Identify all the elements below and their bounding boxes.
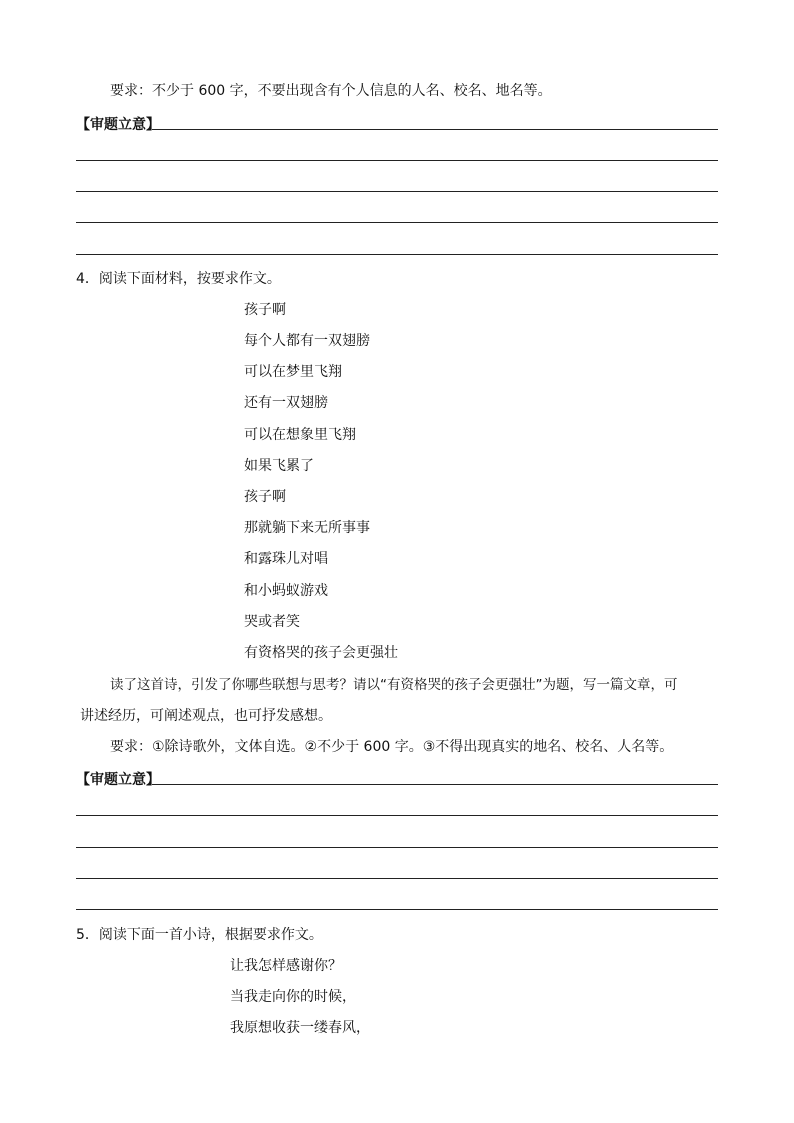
section3-answer-line-2[interactable] xyxy=(76,160,718,161)
section4-analysis-label: 【审题立意】 xyxy=(76,772,160,788)
question-5-heading: 5．阅读下面一首小诗，根据要求作文。 xyxy=(76,927,323,943)
section3-answer-line-1[interactable] xyxy=(152,129,718,130)
section4-answer-line-3[interactable] xyxy=(76,847,718,848)
poem-line: 孩子啊 xyxy=(244,489,286,505)
poem-line: 我原想收获一缕春风， xyxy=(230,1020,370,1036)
section4-answer-line-4[interactable] xyxy=(76,878,718,879)
poem-line: 那就躺下来无所事事 xyxy=(244,520,370,536)
poem-line: 孩子啊 xyxy=(244,302,286,318)
section4-prompt-line-2: 讲述经历，可阐述观点，也可抒发感想。 xyxy=(80,708,332,724)
question-4-heading: 4．阅读下面材料，按要求作文。 xyxy=(76,271,281,287)
section3-requirement: 要求：不少于 600 字，不要出现含有个人信息的人名、校名、地名等。 xyxy=(110,83,552,99)
poem-line: 每个人都有一双翅膀 xyxy=(244,333,370,349)
section4-answer-line-5[interactable] xyxy=(76,909,718,910)
poem-line: 可以在想象里飞翔 xyxy=(244,427,356,443)
poem-line: 有资格哭的孩子会更强壮 xyxy=(244,645,398,661)
section3-answer-line-4[interactable] xyxy=(76,222,718,223)
section3-analysis-label: 【审题立意】 xyxy=(76,117,160,133)
section4-answer-line-2[interactable] xyxy=(76,815,718,816)
poem-line: 当我走向你的时候， xyxy=(230,989,356,1005)
section4-requirement: 要求：①除诗歌外，文体自选。②不少于 600 字。③不得出现真实的地名、校名、人名等。 xyxy=(110,739,674,755)
poem-line: 和小蚂蚁游戏 xyxy=(244,583,328,599)
section3-answer-line-3[interactable] xyxy=(76,191,718,192)
section3-answer-line-5[interactable] xyxy=(76,254,718,255)
poem-line: 可以在梦里飞翔 xyxy=(244,364,342,380)
section4-answer-line-1[interactable] xyxy=(152,784,718,785)
poem-line: 哭或者笑 xyxy=(244,614,300,630)
section4-prompt-line-1: 读了这首诗，引发了你哪些联想与思考？请以“有资格哭的孩子会更强壮”为题，写一篇文章，可 xyxy=(110,677,678,693)
poem-line: 还有一双翅膀 xyxy=(244,395,328,411)
poem-line: 让我怎样感谢你？ xyxy=(230,958,342,974)
poem-line: 如果飞累了 xyxy=(244,458,314,474)
poem-line: 和露珠儿对唱 xyxy=(244,551,328,567)
